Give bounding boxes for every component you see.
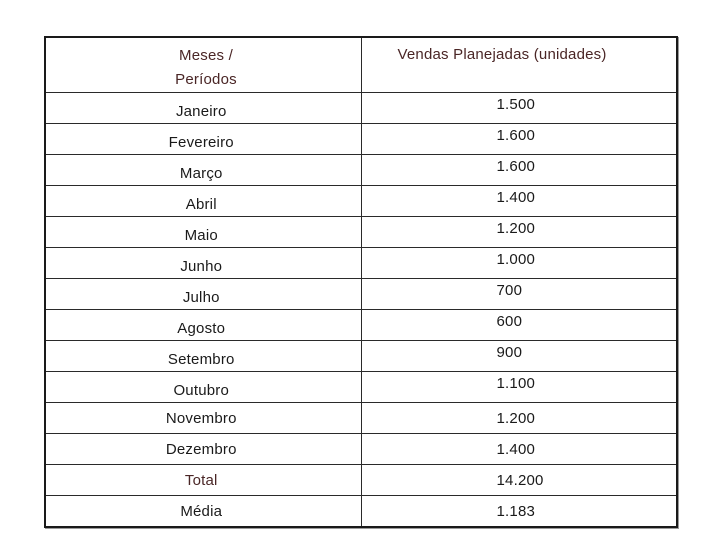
month-label: Outubro — [173, 381, 230, 399]
table-row — [45, 279, 677, 310]
month-cell — [45, 186, 361, 217]
planned-sales-table — [44, 36, 678, 528]
month-label: Novembro — [165, 409, 237, 427]
table-row — [45, 310, 677, 341]
month-cell — [45, 372, 361, 403]
average-label: Média — [180, 502, 223, 520]
value-cell — [361, 186, 677, 217]
table-row — [45, 186, 677, 217]
value-label: 900 — [496, 343, 523, 361]
month-cell — [45, 403, 361, 434]
value-label: 1.100 — [496, 374, 536, 392]
total-label-cell — [45, 465, 361, 496]
value-cell — [361, 279, 677, 310]
value-cell — [361, 248, 677, 279]
month-label: Junho — [180, 257, 223, 275]
value-cell — [361, 124, 677, 155]
table-row — [45, 372, 677, 403]
value-label: 1.200 — [496, 409, 536, 427]
header-period — [45, 37, 361, 93]
value-label: 1.600 — [496, 126, 536, 144]
month-cell — [45, 341, 361, 372]
total-value-cell — [361, 465, 677, 496]
value-label: 1.400 — [496, 440, 536, 458]
value-cell — [361, 93, 677, 124]
value-cell — [361, 341, 677, 372]
value-cell — [361, 434, 677, 465]
month-label: Maio — [184, 226, 218, 244]
value-label: 1.200 — [496, 219, 536, 237]
average-value-cell — [361, 496, 677, 528]
total-row — [45, 465, 677, 496]
month-cell — [45, 248, 361, 279]
value-label: 700 — [496, 281, 523, 299]
month-cell — [45, 155, 361, 186]
month-cell — [45, 124, 361, 155]
average-label-cell — [45, 496, 361, 528]
month-label: Fevereiro — [168, 133, 234, 151]
month-cell — [45, 93, 361, 124]
table-row — [45, 93, 677, 124]
month-label: Março — [179, 164, 223, 182]
header-period-line1: Meses / — [179, 47, 233, 64]
header-row — [45, 37, 677, 93]
month-cell — [45, 279, 361, 310]
value-label: 1.000 — [496, 250, 536, 268]
month-cell — [45, 310, 361, 341]
table-row — [45, 434, 677, 465]
value-cell — [361, 155, 677, 186]
value-cell — [361, 310, 677, 341]
header-sales — [361, 37, 677, 93]
header-sales-label: Vendas Planejadas (unidades) — [397, 46, 607, 63]
value-label: 1.400 — [496, 188, 536, 206]
average-row — [45, 496, 677, 528]
table-row — [45, 124, 677, 155]
month-label: Abril — [185, 195, 217, 213]
month-label: Janeiro — [175, 102, 227, 120]
month-cell — [45, 217, 361, 248]
table-row — [45, 403, 677, 434]
value-cell — [361, 372, 677, 403]
value-label: 1.600 — [496, 157, 536, 175]
value-cell — [361, 403, 677, 434]
month-label: Julho — [182, 288, 220, 306]
average-value: 1.183 — [496, 502, 536, 520]
month-label: Agosto — [177, 319, 226, 337]
month-cell — [45, 434, 361, 465]
table-row — [45, 217, 677, 248]
header-period-line2: Períodos — [175, 71, 237, 88]
table-row — [45, 155, 677, 186]
total-label: Total — [184, 471, 218, 489]
total-value: 14.200 — [496, 471, 544, 489]
value-cell — [361, 217, 677, 248]
table-row — [45, 341, 677, 372]
value-label: 600 — [496, 312, 523, 330]
month-label: Setembro — [167, 350, 235, 368]
value-label: 1.500 — [496, 95, 536, 113]
table-row — [45, 248, 677, 279]
month-label: Dezembro — [165, 440, 237, 458]
